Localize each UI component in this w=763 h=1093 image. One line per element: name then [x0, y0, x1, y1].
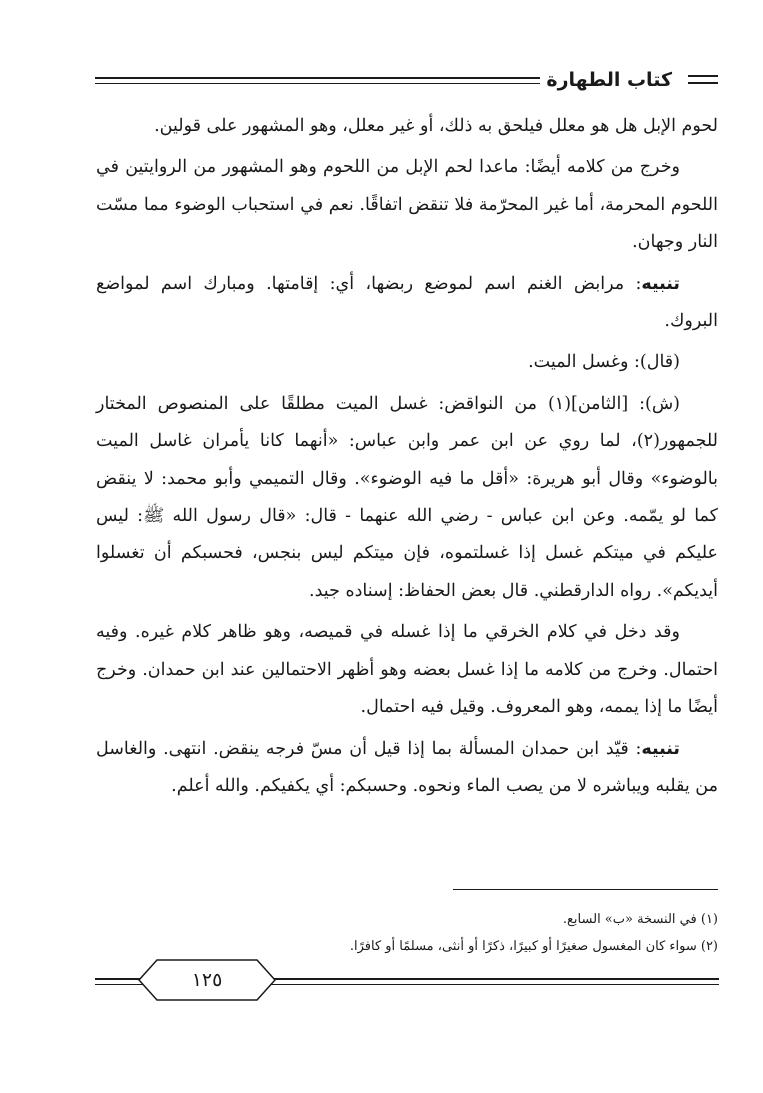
paragraph [96, 344, 718, 381]
paragraph-text: لحوم الإبل هل هو معلل فيلحق به ذلك، أو غير معلل، وهو المشهور على قولين. [154, 116, 718, 136]
chapter-title: كتاب الطهارة [546, 69, 672, 91]
main-text [96, 108, 718, 809]
footnote-separator [453, 889, 718, 890]
footer-rule [267, 984, 719, 985]
paragraph-text: وخرج من كلامه أيضًا: ماعدا لحم الإبل من اللحوم وهو المشهور من الروايتين في اللحوم المحرمة، أما غير المحرّمة فلا تنقض اتفاقًا. نعم في استحباب الوضوء مما مسّت النار وجهان. [96, 157, 718, 253]
header-rule-thin [95, 83, 540, 84]
note-label: تنبيه [641, 738, 680, 759]
header-rule-thick [95, 77, 540, 79]
note-label: تنبيه [641, 273, 680, 294]
paragraph-text: (ش): [الثامن](١) من النواقض: غسل الميت مطلقًا على المنصوص المختار للجمهور(٢)، لما روي عن ابن عمر وابن عباس: «أنهما كانا يأمران غاسل الميت بالوضوء» وقال أبو هريرة: «أقل ما فيه الوضوء». وقال التميمي وأبو محمد: لا ينقض كما لو يمّمه. وعن ابن عباس - رضي الله عنهما - قال: «قال رسول الله ﷺ: ليس عليكم في ميتكم غسل إذا غسلتموه، فإن ميتكم ليس بنجس، فحسبكم أن تغسلوا أيديكم». رواه الدارقطني. قال بعض الحفاظ: إسناده جيد. [96, 393, 718, 601]
footnote: (١) في النسخة «ب» السابع. [562, 912, 718, 927]
paragraph [96, 614, 718, 726]
note-paragraph [96, 731, 718, 806]
running-header [95, 66, 718, 94]
page-footer-ornament [95, 958, 719, 1004]
paragraph-text: : قيّد ابن حمدان المسألة بما إذا قيل أن مسّ فرجه ينقض. انتهى. والغاسل من يقلبه ويباشره لا من يصب الماء ونحوه. وحسبكم: أي يكفيكم. والله أعلم. [96, 738, 718, 796]
paragraph-text: (قال): وغسل الميت. [528, 352, 680, 373]
paragraph-text: وقد دخل في كلام الخرقي ما إذا غسله في قميصه، وهو ظاهر كلام غيره. وفيه احتمال. وخرج من كلامه ما إذا غسل بعضه وهو أظهر الاحتمالين عند ابن حمدان. وخرج أيضًا ما إذا يممه، وهو المعروف. وقيل فيه احتمال. [96, 622, 718, 718]
footnotes [96, 906, 718, 960]
header-double-bar [688, 75, 718, 84]
paragraph [96, 149, 718, 261]
page-number: ١٢٥ [191, 969, 223, 991]
footnote: (٢) سواء كان المغسول صغيرًا أو كبيرًا، ذكرًا أو أنثى، مسلمًا أو كافرًا. [349, 939, 718, 954]
paragraph-text: : مرابض الغنم اسم لموضع ربضها، أي: إقامتها. ومبارك اسم لمواضع البروك. [96, 273, 718, 332]
paragraph [96, 386, 718, 610]
note-paragraph [96, 266, 718, 341]
footer-rule [267, 978, 719, 980]
paragraph [96, 108, 718, 145]
